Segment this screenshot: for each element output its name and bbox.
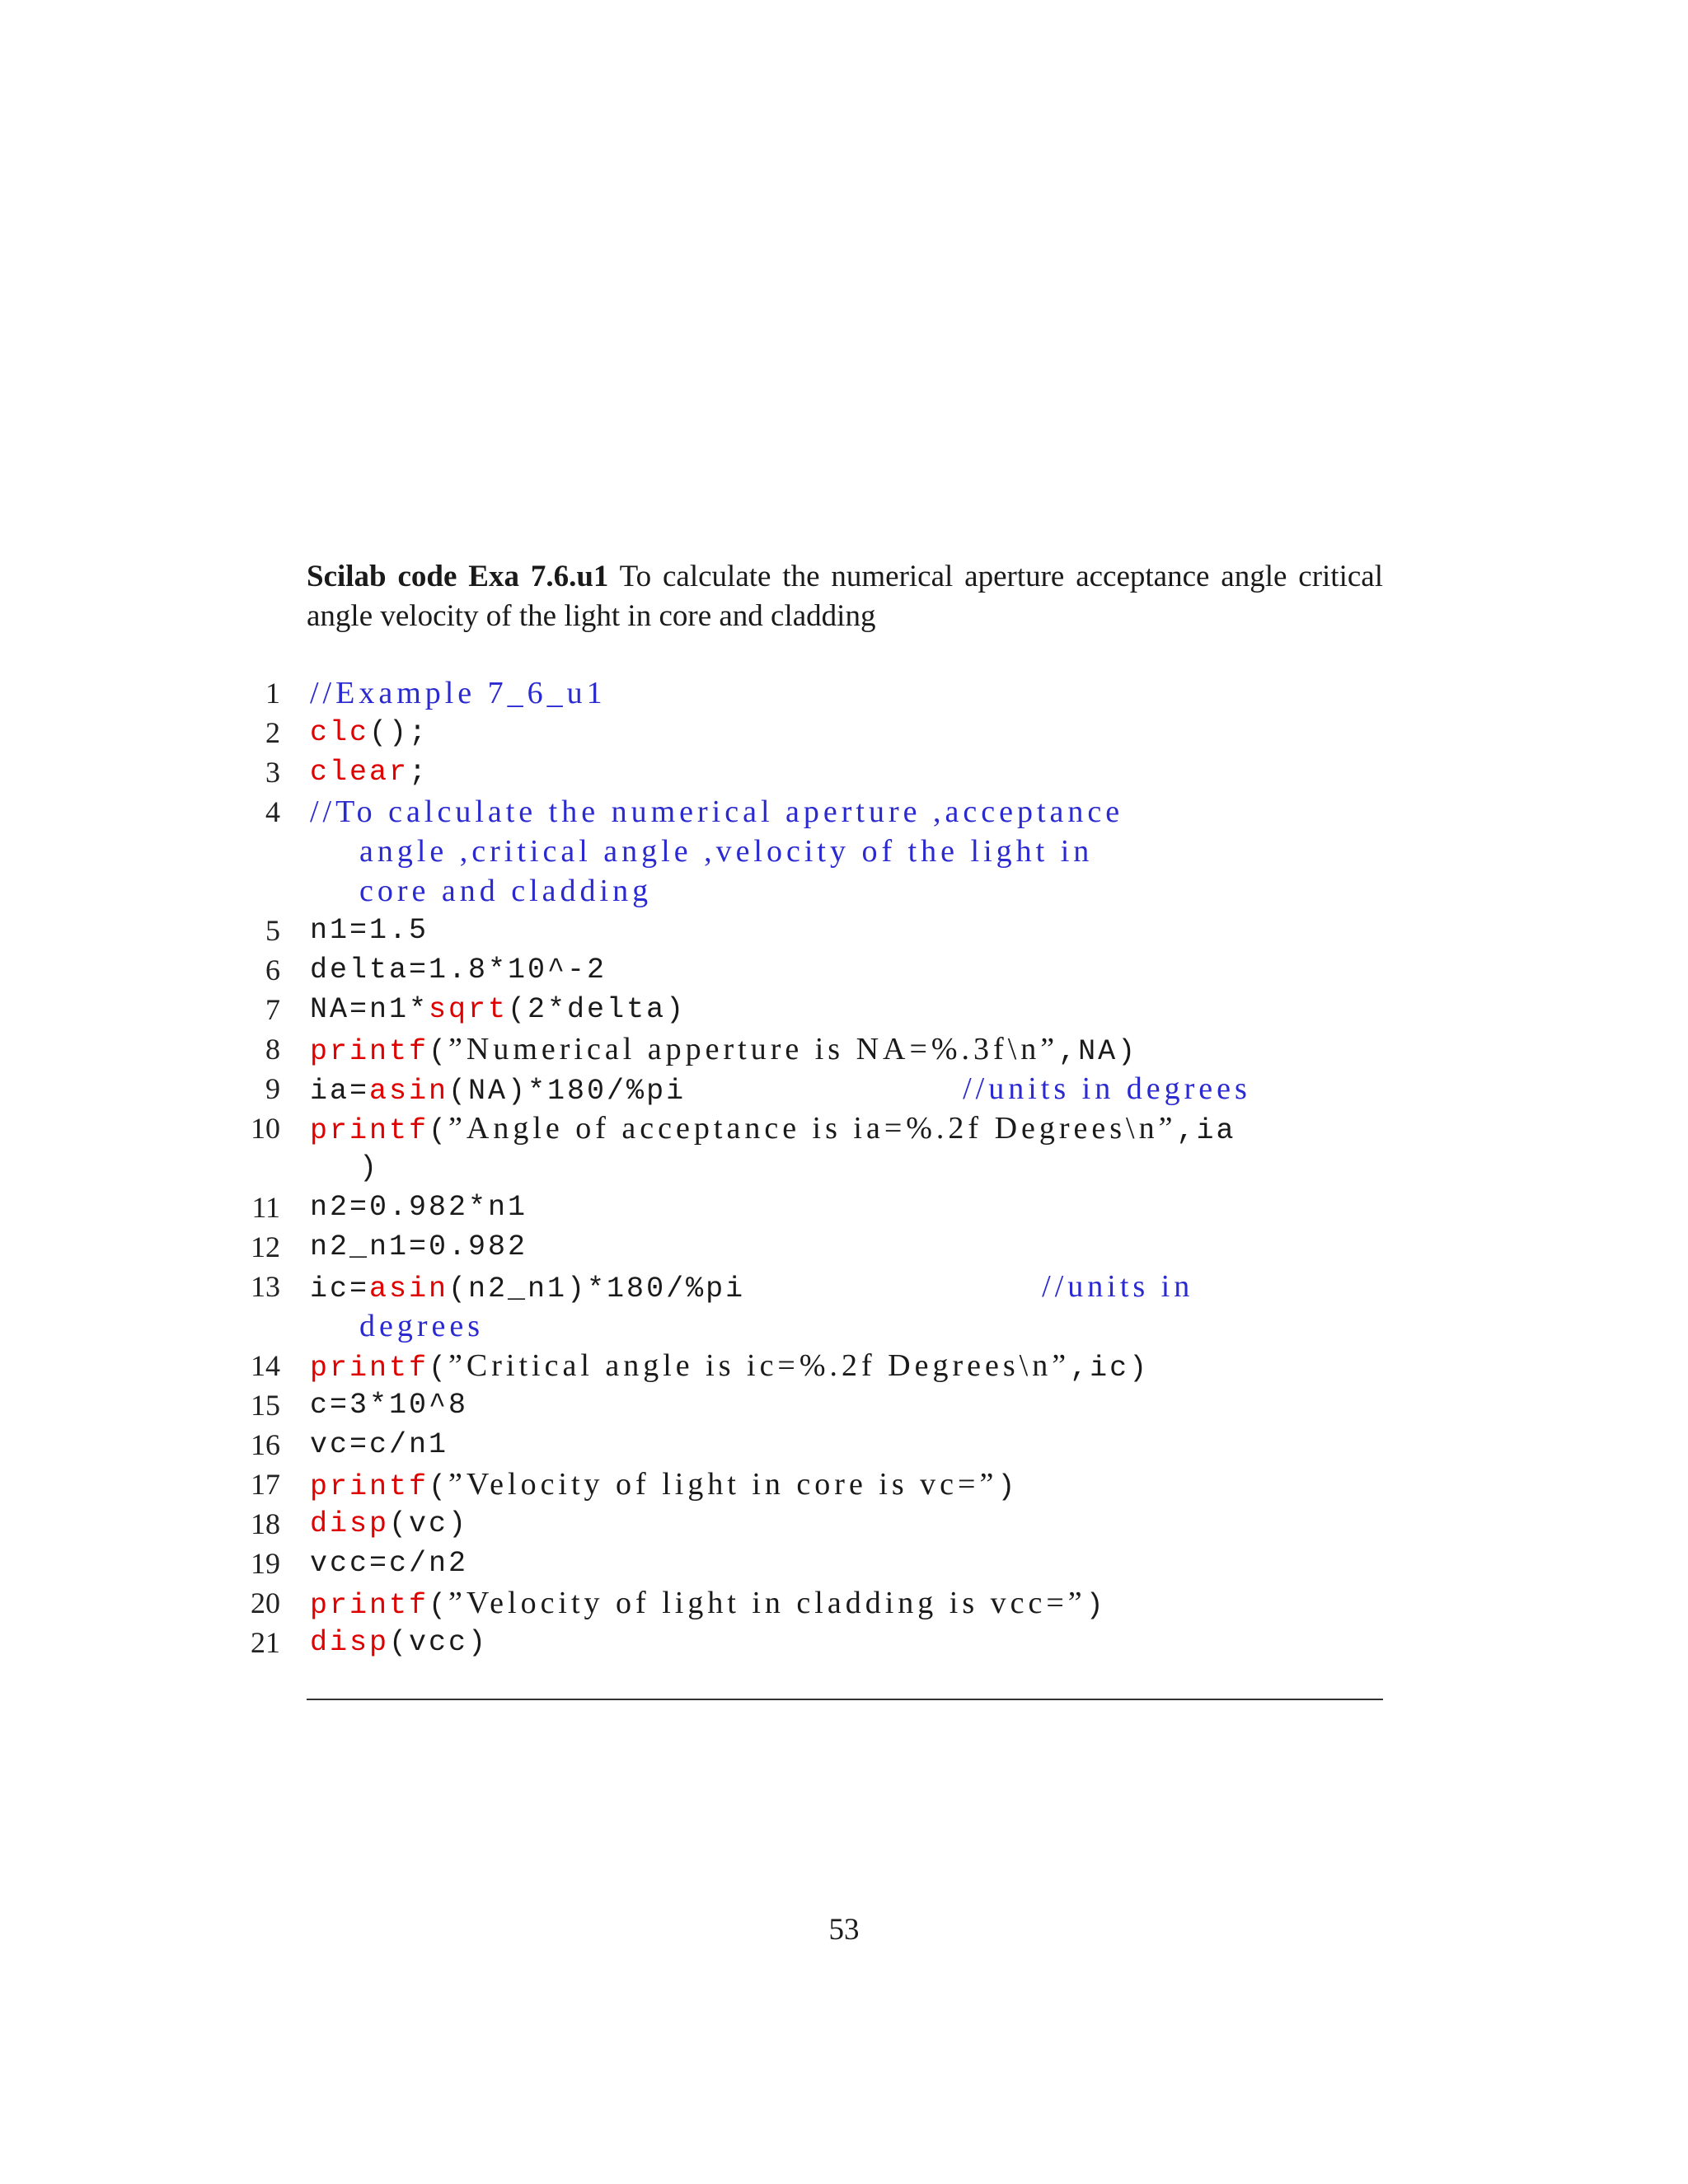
string-token: ”Velocity of light in core is vc=” xyxy=(448,1467,998,1502)
code-text xyxy=(310,1188,528,1227)
line-number: 10 xyxy=(251,1112,280,1145)
line-number: 20 xyxy=(251,1586,280,1619)
comment-token: //Example 7_6_u1 xyxy=(310,676,607,710)
line-number: 21 xyxy=(251,1626,280,1659)
comment-token: //To calculate the numerical aperture ,acceptance xyxy=(310,794,1124,829)
line-number: 2 xyxy=(265,716,280,749)
code-text xyxy=(359,1306,484,1346)
line-number: 6 xyxy=(265,954,280,987)
code-text xyxy=(359,1148,379,1188)
keyword-token: asin xyxy=(369,1075,449,1108)
code-token: (vc) xyxy=(389,1507,469,1540)
code-text xyxy=(310,1544,468,1583)
line-number: 1 xyxy=(265,677,280,710)
keyword-token: printf xyxy=(310,1114,429,1147)
code-text xyxy=(310,950,607,990)
code-token: ( xyxy=(429,1589,449,1622)
code-token: ) xyxy=(1085,1589,1106,1622)
code-token: n1=1.5 xyxy=(310,914,429,947)
string-token: ”Angle of acceptance is ia=%.2f Degrees\n” xyxy=(448,1111,1177,1146)
code-text xyxy=(310,1504,468,1544)
code-text xyxy=(310,911,429,950)
comment-token: core and cladding xyxy=(359,874,653,908)
code-token: (); xyxy=(369,716,429,749)
code-token: ,ic) xyxy=(1070,1352,1150,1385)
keyword-token: printf xyxy=(310,1352,429,1385)
code-text xyxy=(310,1346,1149,1388)
code-token: ( xyxy=(429,1035,449,1068)
listing-rule xyxy=(307,1699,1383,1700)
keyword-token: disp xyxy=(310,1507,390,1540)
code-text xyxy=(310,1267,1193,1309)
code-text xyxy=(310,1465,1017,1507)
keyword-token: sqrt xyxy=(429,993,509,1026)
line-number: 3 xyxy=(265,756,280,789)
keyword-token: printf xyxy=(310,1470,429,1503)
code-text xyxy=(310,990,686,1029)
keyword-token: printf xyxy=(310,1589,429,1622)
code-token: c=3*10^8 xyxy=(310,1389,469,1422)
code-text xyxy=(359,832,1093,871)
code-token: vcc=c/n2 xyxy=(310,1547,469,1580)
code-text xyxy=(310,1623,488,1662)
comment-token: //units in degrees xyxy=(963,1071,1251,1106)
code-text xyxy=(310,1029,1137,1071)
code-text xyxy=(310,1108,1236,1151)
code-token: ( xyxy=(429,1470,449,1503)
code-text xyxy=(310,1425,448,1465)
code-text xyxy=(310,752,429,792)
string-token: ”Velocity of light in cladding is vcc=” xyxy=(448,1586,1086,1620)
line-number: 7 xyxy=(265,993,280,1026)
keyword-token: printf xyxy=(310,1035,429,1068)
code-text xyxy=(310,673,607,715)
line-number: 4 xyxy=(265,795,280,828)
code-text xyxy=(310,713,429,752)
code-token: ,NA) xyxy=(1058,1035,1138,1068)
line-number: 14 xyxy=(251,1349,280,1382)
comment-token: angle ,critical angle ,velocity of the light in xyxy=(359,834,1094,869)
comment-token: //units in xyxy=(1042,1269,1194,1304)
caption-text: To calculate the numerical aperture acceptance angle critical angle velocity of the light in core and cladding xyxy=(307,560,1383,633)
line-number: 16 xyxy=(251,1428,280,1461)
line-number: 19 xyxy=(251,1547,280,1580)
code-text xyxy=(310,1069,1251,1111)
string-token: ”Critical angle is ic=%.2f Degrees\n” xyxy=(448,1348,1071,1383)
code-token: ( xyxy=(429,1114,449,1147)
code-text xyxy=(310,1385,468,1425)
code-token: n2_n1=0.982 xyxy=(310,1230,528,1263)
code-token: (2*delta) xyxy=(508,993,687,1026)
code-token: (NA)*180/%pi xyxy=(448,1075,964,1108)
code-token: ,ia xyxy=(1176,1114,1236,1147)
line-number: 12 xyxy=(251,1230,280,1263)
keyword-token: disp xyxy=(310,1626,390,1659)
keyword-token: clc xyxy=(310,716,370,749)
string-token: ”Numerical apperture is NA=%.3f\n” xyxy=(448,1032,1059,1066)
line-number: 15 xyxy=(251,1389,280,1422)
line-number: 17 xyxy=(251,1468,280,1501)
keyword-token: asin xyxy=(369,1272,449,1305)
page-number: 53 xyxy=(828,1913,860,1947)
code-token: ) xyxy=(359,1151,380,1184)
code-text xyxy=(310,1583,1106,1625)
line-number: 5 xyxy=(265,914,280,947)
code-token: ; xyxy=(409,756,429,789)
line-number: 18 xyxy=(251,1507,280,1540)
caption-label: Scilab code Exa 7.6.u1 xyxy=(307,560,609,593)
code-token: delta=1.8*10^-2 xyxy=(310,954,607,987)
line-number: 8 xyxy=(265,1033,280,1066)
code-token: n2=0.982*n1 xyxy=(310,1191,528,1224)
code-token: ) xyxy=(997,1470,1018,1503)
code-text xyxy=(310,792,1123,834)
code-caption xyxy=(307,557,1383,636)
line-number: 11 xyxy=(251,1191,280,1224)
code-token: ic= xyxy=(310,1272,370,1305)
code-token: NA=n1* xyxy=(310,993,429,1026)
comment-token: degrees xyxy=(359,1309,485,1343)
code-token: (n2_n1)*180/%pi xyxy=(448,1272,1043,1305)
line-number: 9 xyxy=(265,1072,280,1105)
keyword-token: clear xyxy=(310,756,410,789)
code-token: ia= xyxy=(310,1075,370,1108)
code-text xyxy=(359,871,652,911)
code-token: (vcc) xyxy=(389,1626,489,1659)
code-token: ( xyxy=(429,1352,449,1385)
code-text xyxy=(310,1227,528,1267)
line-number: 13 xyxy=(251,1270,280,1303)
code-token: vc=c/n1 xyxy=(310,1428,449,1461)
